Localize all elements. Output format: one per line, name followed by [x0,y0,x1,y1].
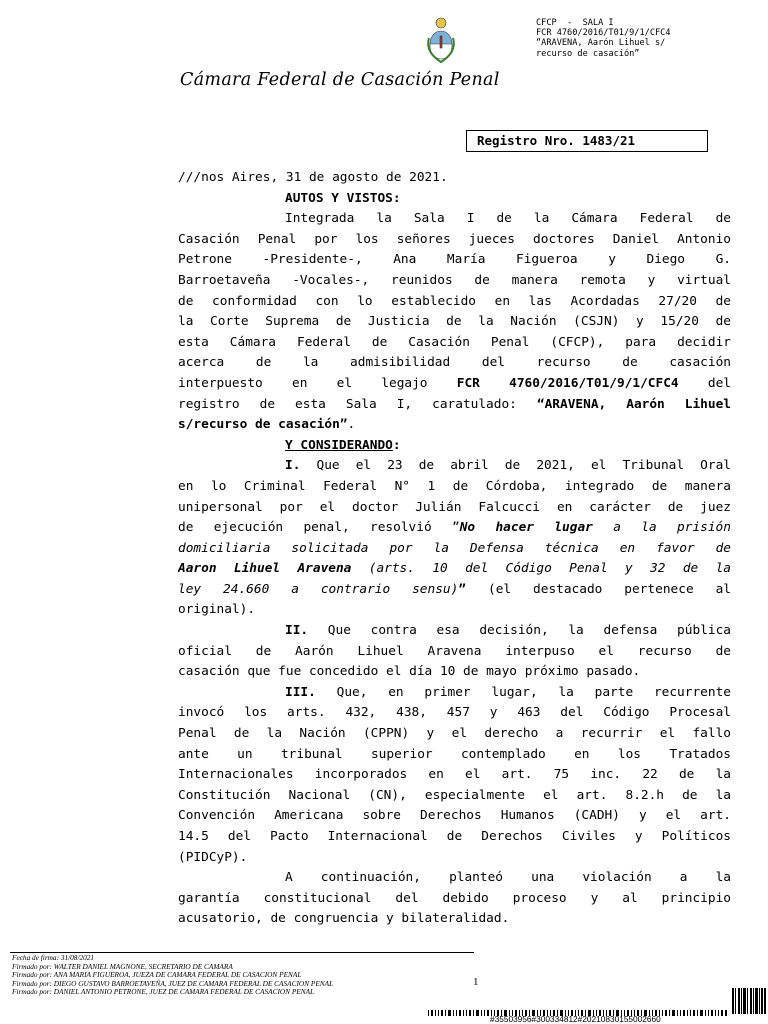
body-line: ///nos Aires, 31 de agosto de 2021. [178,170,448,185]
body-line [178,374,731,395]
body-line [178,580,731,601]
ref-line: CFCP - SALA I [536,18,614,28]
text-run: a la prisión [592,520,731,536]
signature-line: Firmado por: DANIEL ANTONIO PETRONE, JUEZ DE CAMARA FEDERAL DE CASACION PENAL [12,987,315,996]
text-run: de ejecución penal, resolvió ” [178,520,460,536]
case-number: FCR 4760/2016/T01/9/1/CFC4 [456,375,679,391]
body-line [178,456,731,477]
case-caption: “ARAVENA, Aarón Lihuel [536,396,731,412]
body-line: unipersonal por el doctor Julián Falcucci en carácter de juez [178,499,731,515]
body-line: original). [178,602,256,618]
body-line: en lo Criminal Federal N° 1 de Córdoba, integrado de manera [178,478,731,494]
emphasis: No hacer lugar [459,520,593,536]
case-reference [536,18,671,59]
body-line: Constitución Nacional (CN), especialmente el art. 8.2.h de la [178,787,731,803]
signature-line: Firmado por: ANA MARIA FIGUEROA, JUEZA DE CAMARA FEDERAL DE CASACION PENAL [12,970,302,979]
page-number: 1 [473,976,479,988]
body-line [178,621,731,642]
court-title: Cámara Federal de Casación Penal [180,70,500,90]
body-line: la Corte Suprema de Justicia de la Nación (CSJN) y 15/20 de [178,314,731,330]
signature-line: Firmado por: DIEGO GUSTAVO BARROETAVEÑA, JUEZ DE CAMARA FEDERAL DE CASACION PENAL [12,978,334,988]
ref-line: FCR 4760/2016/T01/9/1/CFC4 [536,28,671,39]
text-run: del [707,375,731,391]
text-run: Que contra esa decisión, la defensa pública [308,623,731,639]
section-heading [178,189,731,210]
body-line: esta Cámara Federal de Casación Penal (CFCP), para decidir [178,334,731,350]
text-run: : [392,437,401,453]
body-line: 14.5 del Pacto Internacional de Derechos Civiles y Políticos [178,829,731,844]
body-line: Convención Americana sobre Derechos Humanos (CADH) y el art. [178,808,731,824]
autos-y-vistos-heading: AUTOS Y VISTOS: [285,190,401,206]
body-line [178,518,731,539]
body-line: (PIDCyP). [178,849,248,865]
argentina-coat-of-arms-icon [424,14,458,64]
signature-date: Fecha de firma: 31/08/2021 [12,953,95,962]
roman-numeral: I. [285,458,301,474]
registro-box: Registro Nro. 1483/21 [466,130,708,152]
ref-line: “ARAVENA, Aarón Lihuel s/ [536,38,666,49]
ref-line: recurso de casación” [536,48,640,59]
body-line: ante un tribunal superior contemplado en los Tratados [178,746,731,762]
body-line [178,415,731,436]
body-line [178,559,731,580]
text-run: ” [458,581,467,597]
body-line: casación que fue concedido el día 10 de mayo próximo pasado. [178,664,641,680]
body-line: Integrada la Sala I de la Cámara Federal de [285,211,731,227]
y-considerando-heading: Y CONSIDERANDO [285,437,393,453]
body-line: A continuación, planteó una violación a la [285,870,731,886]
body-line: Internacionales incorporados en el art. 75 inc. 22 de la [178,767,731,783]
body-line: Petrone -Presidente-, Ana María Figueroa y Diego G. [178,252,731,268]
text-run: Que el 23 de abril de 2021, el Tribunal Oral [300,458,731,474]
body-line: acusatorio, de congruencia y bilateralidad. [178,911,510,927]
body-line: acerca de la admisibilidad del recurso de casación [178,355,731,371]
body-line [178,395,731,416]
text-run: (arts. 10 del Código Penal y 32 de la [351,561,731,577]
signature-line: Firmado por: WALTER DANIEL MAGNONE, SECRETARIO DE CAMARA [12,961,233,971]
barcode-icon [732,988,766,1014]
body-line: garantía constitucional del debido proceso y al principio [178,890,731,906]
text-run: . [347,417,356,433]
text-run: registro de esta Sala I, caratulado: [178,396,517,412]
text-run: Que, en primer lugar, la parte recurrente [315,684,731,700]
text-run: interpuesto en el legajo [178,375,428,391]
text-run: ley 24.660 a contrario sensu) [178,581,459,597]
body-line: Casación Penal por los señores jueces doctores Daniel Antonio [178,231,731,247]
body-line: Barroetaveña -Vocales-, reunidos de manera remota y virtual [178,272,731,288]
body-line: Penal de la Nación (CPPN) y el derecho a recurrir el fallo [178,726,731,742]
body-line: de conformidad con lo establecido en las Acordadas 27/20 de [178,293,731,309]
document-body [178,168,731,930]
body-line: domiciliaria solicitada por la Defensa técnica en favor de [178,540,731,556]
barcode-code: #35503956#300334812#20210830155002660 [490,1014,661,1024]
emphasis: Aaron Lihuel Aravena [178,561,352,577]
roman-numeral: III. [285,684,316,700]
text-run: (el destacado pertenece al [466,581,731,597]
roman-numeral: II. [285,623,309,639]
case-caption: s/recurso de casación” [178,417,348,433]
signature-footer [12,954,333,997]
body-line: invocó los arts. 432, 438, 457 y 463 del Código Procesal [178,705,731,721]
section-heading [178,436,731,457]
body-line [178,683,731,704]
body-line: oficial de Aarón Lihuel Aravena interpuso el recurso de [178,643,731,659]
